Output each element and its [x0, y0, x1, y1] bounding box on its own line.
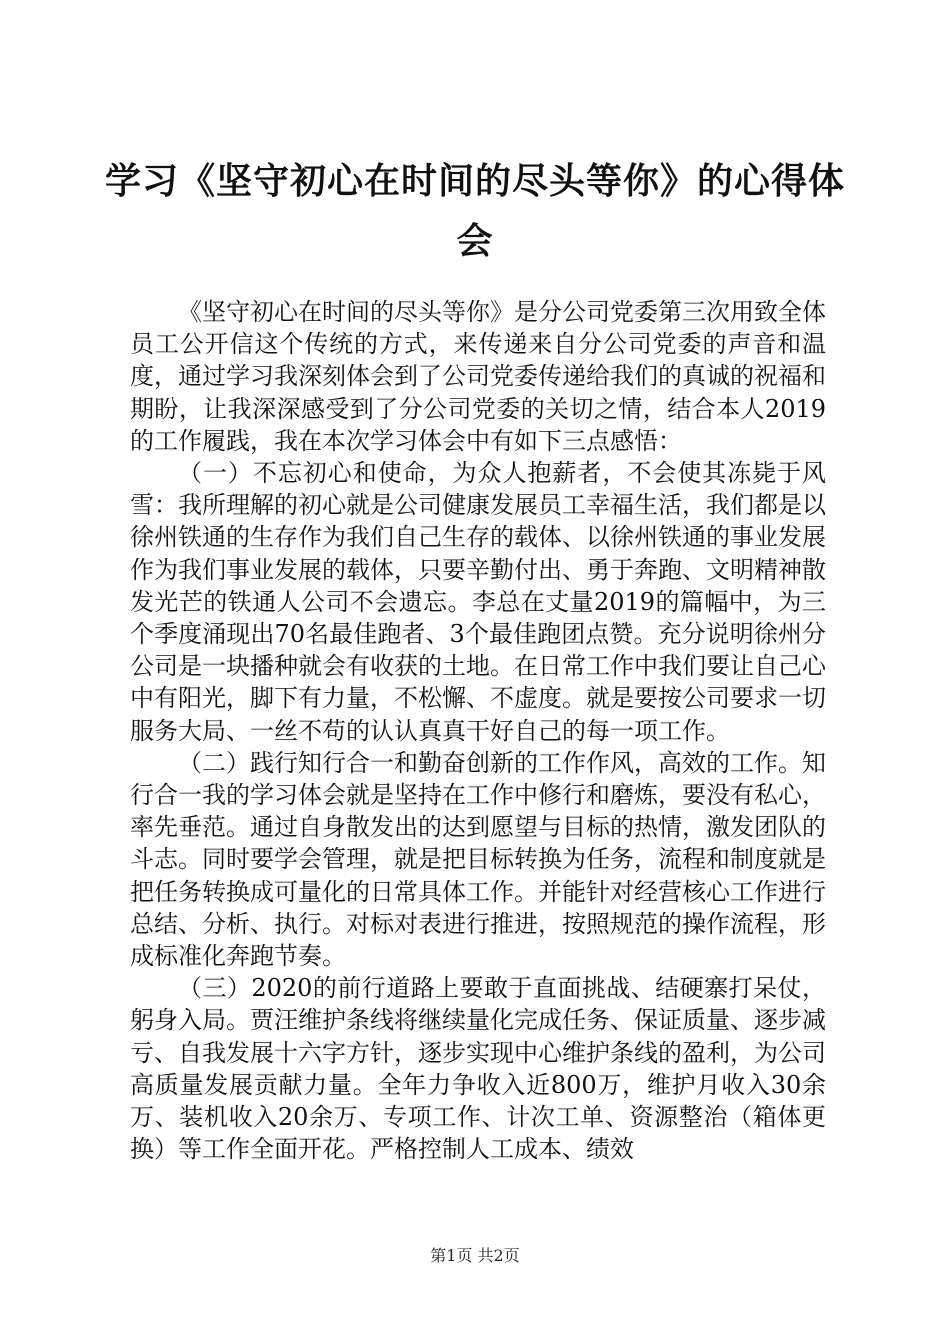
- document-title-line-1: 学习《坚守初心在时间的尽头等你》的心得体: [104, 161, 845, 202]
- paragraph-point-1: （一）不忘初心和使命，为众人抱薪者，不会使其冻毙于风雪：我所理解的初心就是公司健康发展员工幸福生活，我们都是以徐州铁通的生存作为我们自己生存的载体、以徐州铁通的事业发展作为我们事业发展的载体，只要辛勤付出、勇于奔跑、文明精神散发光芒的铁通人公司不会遗忘。李总在丈量2019的篇幅中，为三个季度涌现出70名最佳跑者、3个最佳跑团点赞。充分说明徐州分公司是一块播种就会有收获的土地。在日常工作中我们要让自己心中有阳光，脚下有力量，不松懈、不虚度。就是要按公司要求一切服务大局、一丝不苟的认认真真干好自己的每一项工作。: [130, 459, 826, 745]
- document-title-line-2: 会: [456, 221, 494, 262]
- intro-paragraph: 《坚守初心在时间的尽头等你》是分公司党委第三次用致全体员工公开信这个传统的方式，来传递来自分公司党委的声音和温度，通过学习我深刻体会到了公司党委传递给我们的真诚的祝福和期盼，让我深深感受到了分公司党委的关切之情，结合本人2019的工作履践，我在本次学习体会中有如下三点感悟：: [130, 298, 826, 455]
- document-body: [130, 296, 826, 1165]
- page-number-footer: 第1页 共2页: [430, 1246, 520, 1265]
- paragraph-point-3: （三）2020的前行道路上要敢于直面挑战、结硬寨打呆仗，躬身入局。贾汪维护条线将继续量化完成任务、保证质量、逐步减亏、自我发展十六字方针，逐步实现中心维护条线的盈利，为公司高质量发展贡献力量。全年力争收入近800万，维护月收入30余万、装机收入20余万、专项工作、计次工单、资源整治（箱体更换）等工作全面开花。严格控制人工成本、绩效: [130, 974, 826, 1164]
- paragraph-point-2: （二）践行知行合一和勤奋创新的工作作风，高效的工作。知行合一我的学习体会就是坚持在工作中修行和磨炼，要没有私心，率先垂范。通过自身散发出的达到愿望与目标的热情，激发团队的斗志。同时要学会管理，就是把目标转换为任务，流程和制度就是把任务转换成可量化的日常具体工作。并能针对经营核心工作进行总结、分析、执行。对标对表进行推进，按照规范的操作流程，形成标准化奔跑节奏。: [130, 748, 826, 971]
